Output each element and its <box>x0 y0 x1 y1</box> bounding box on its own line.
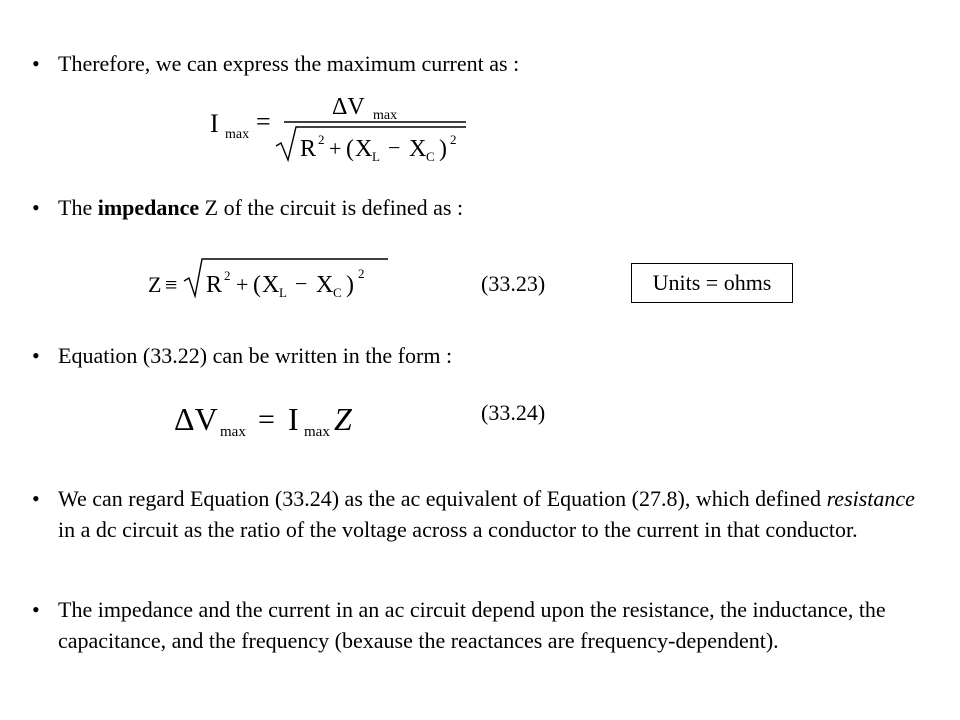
bullet-text: Equation (33.22) can be written in the form : <box>58 343 453 368</box>
eq-z-sq2: 2 <box>358 266 365 281</box>
eq-z-L: L <box>279 285 287 300</box>
eq-imax-R-sq: 2 <box>318 132 325 147</box>
eq-imax-close: ) <box>439 136 447 162</box>
eq-z-XL: X <box>262 272 280 298</box>
eq-imax-R: R <box>300 136 317 162</box>
bullet-text: We can regard Equation (33.24) as the ac equivalent of Equation (27.8), which defined resistance in a dc circuit as the ratio of the voltage across a conductor to the current in that conductor. <box>58 486 915 542</box>
equation-imax <box>210 88 480 168</box>
bullet-max-current <box>32 48 519 79</box>
equation-number-33-23: (33.23) <box>481 271 546 296</box>
bullet-text: Therefore, we can express the maximum current as : <box>58 51 520 76</box>
bullet-impedance-dependence <box>32 594 932 656</box>
term-impedance: impedance <box>97 195 200 220</box>
eq-vmax-lhs: ΔV <box>174 401 218 437</box>
eq-z-R-sq: 2 <box>224 268 231 283</box>
bullet-dot: • <box>32 486 40 511</box>
bullet-dot: • <box>32 195 40 220</box>
equation-vmax <box>174 396 374 440</box>
eq-imax-minus: − <box>388 135 401 160</box>
bullet-dot: • <box>32 343 40 368</box>
bullet-ac-equivalent <box>32 483 932 545</box>
units-box: Units = ohms <box>631 263 793 303</box>
eq-imax-sq2: 2 <box>450 132 457 147</box>
eq-z-equiv: ≡ <box>165 272 178 297</box>
bullet-equation-form <box>32 340 452 371</box>
eq-imax-lhs-sub: max <box>225 127 250 142</box>
term-resistance: resistance <box>826 486 915 511</box>
eq-z-plus: + <box>236 272 249 297</box>
eq-imax-lhs: I <box>210 109 219 138</box>
eq-z-lhs: Z <box>148 272 162 297</box>
eq-z-R: R <box>206 272 223 298</box>
eq-imax-open: ( <box>346 136 354 162</box>
eq-imax-L: L <box>372 149 380 164</box>
bullet-text: The impedance Z of the circuit is defined as : <box>58 195 464 220</box>
eq-vmax-I-sub: max <box>304 424 330 440</box>
eq-imax-plus: + <box>329 136 342 161</box>
equation-number-33-24: (33.24) <box>481 400 546 425</box>
eq-imax-C: C <box>426 149 435 164</box>
eq-z-XC: X <box>316 272 334 298</box>
eq-z-C: C <box>333 285 342 300</box>
eq-vmax-equals: = <box>258 403 275 436</box>
eq-vmax-Z: Z <box>334 401 352 437</box>
eq-z-open: ( <box>253 272 261 298</box>
eq-z-close: ) <box>346 272 354 298</box>
bullet-dot: • <box>32 51 40 76</box>
eq-imax-XC: X <box>409 136 427 162</box>
eq-imax-numerator-sub: max <box>373 108 398 123</box>
eq-z-minus: − <box>295 271 308 296</box>
bullet-impedance <box>32 192 463 223</box>
eq-imax-numerator: ΔV <box>332 94 365 120</box>
eq-imax-XL: X <box>355 136 373 162</box>
eq-imax-equals: = <box>256 107 271 136</box>
eq-vmax-I: I <box>288 401 299 437</box>
bullet-dot: • <box>32 597 40 622</box>
bullet-text: The impedance and the current in an ac circuit depend upon the resistance, the inductance, the capacitance, and the frequency (bexause the reactances are frequency-dependent). <box>58 597 886 653</box>
equation-z <box>148 256 398 302</box>
eq-vmax-lhs-sub: max <box>220 424 246 440</box>
